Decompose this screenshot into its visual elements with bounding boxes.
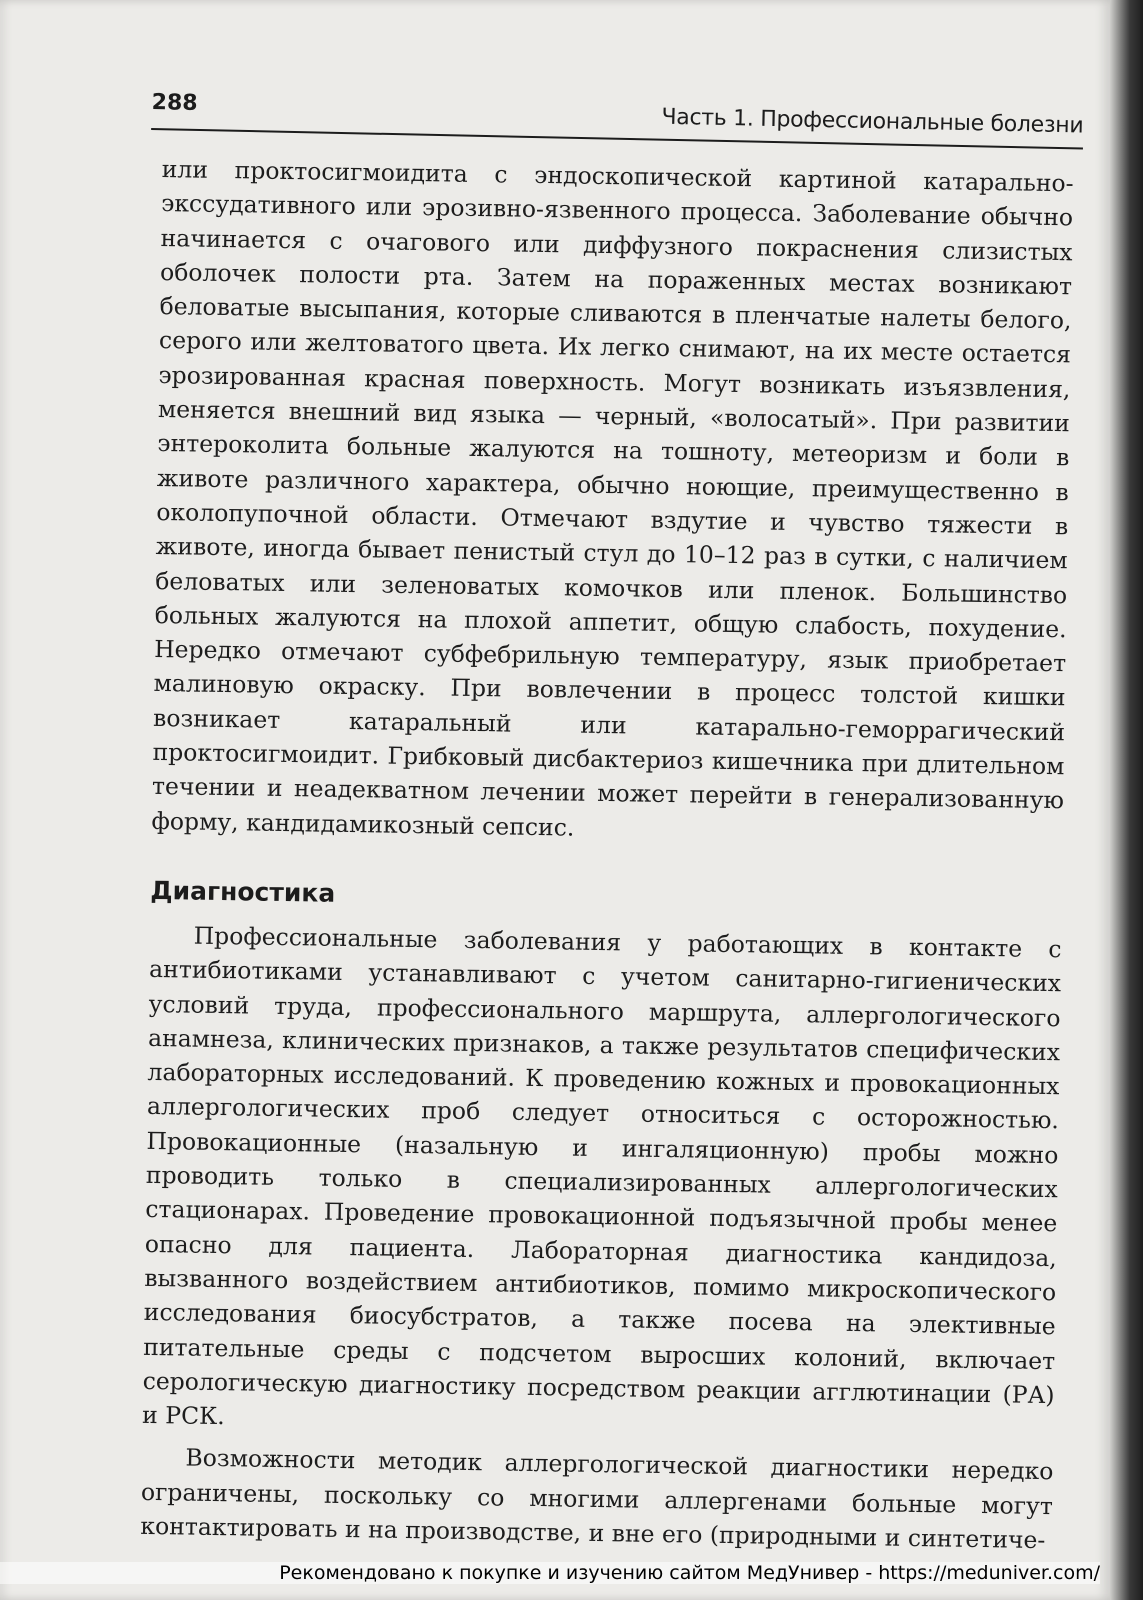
- watermark-footer: Рекомендовано к покупке и изучению сайтом МедУнивер - https://meduniver.com/: [0, 1562, 1100, 1584]
- page-header: [151, 88, 1084, 150]
- page-edge-shadow: [1110, 0, 1143, 1600]
- running-title: Часть 1. Профессиональные болезни: [661, 104, 1084, 139]
- diagnostics-paragraph-1: Профессиональные заболевания у работающих в контакте с антибиотиками устанавливают с учетом санитарно-гигиенических условий труда, профессионального маршрута, аллергологического анамнеза, клинических признаков, а также результатов специфических лабораторных исследований. К проведению кожных и провокационных аллергологических проб следует относиться с осторожностью. Провокационные (назальную и ингаляционную) пробы можно проводить только в специализированных аллергологических стационарах. Проведение провокационной подъязычной пробы менее опасно для пациента. Лабораторная диагностика кандидоза, вызванного воздействием антибиотиков, помимо микроскопического исследования биосубстратов, а также посева на элективные питательные среды с подсчетом выросших колоний, включает серологическую диагностику посредством реакции агглютинации (РА) и РСК.: [141, 921, 1062, 1431]
- section-heading: Диагностика: [150, 875, 336, 908]
- page-number: 288: [151, 89, 198, 116]
- diagnostics-paragraph-2: Возможности методик аллергологической диагностики нередко ограничены, поскольку со многими аллергенами больные могут контактировать и на производстве, и вне его (природными и синтетиче-: [140, 1443, 1054, 1555]
- intro-paragraph: или проктосигмоидита с эндоскопической картиной катарально-экссудативного или эрозивно-язвенного процесса. Заболевание обычно начинается с очагового или диффузного покраснения слизистых оболочек полости рта. Затем на пораженных местах возникают беловатые высыпания, которые сливаются в пленчатые налеты белого, серого или желтоватого цвета. Их легко снимают, на их месте остается эрозированная красная поверхность. Могут возникать изъязвления, меняется внешний вид языка — черный, «волосатый». При развитии энтероколита больные жалуются на тошноту, метеоризм и боли в животе различного характера, обычно ноющие, преимущественно в околопупочной области. Отмечают вздутие и чувство тяжести в животе, иногда бывает пенистый стул до 10–12 раз в сутки, с наличием беловатых или зеленоватых комочков или пленок. Большинство больных жалуются на плохой аппетит, общую слабость, похудение. Нередко отмечают субфебрильную температуру, язык приобретает малиновую окраску. При вовлечении в процесс толстой кишки возникает катаральный или катарально-геморрагический проктосигмоидит. Грибковый дисбактериоз кишечника при длительном течении и неадекватном лечении может перейти в генерализованную форму, кандидамикозный сепсис.: [151, 154, 1074, 842]
- page-body: [140, 152, 1074, 1557]
